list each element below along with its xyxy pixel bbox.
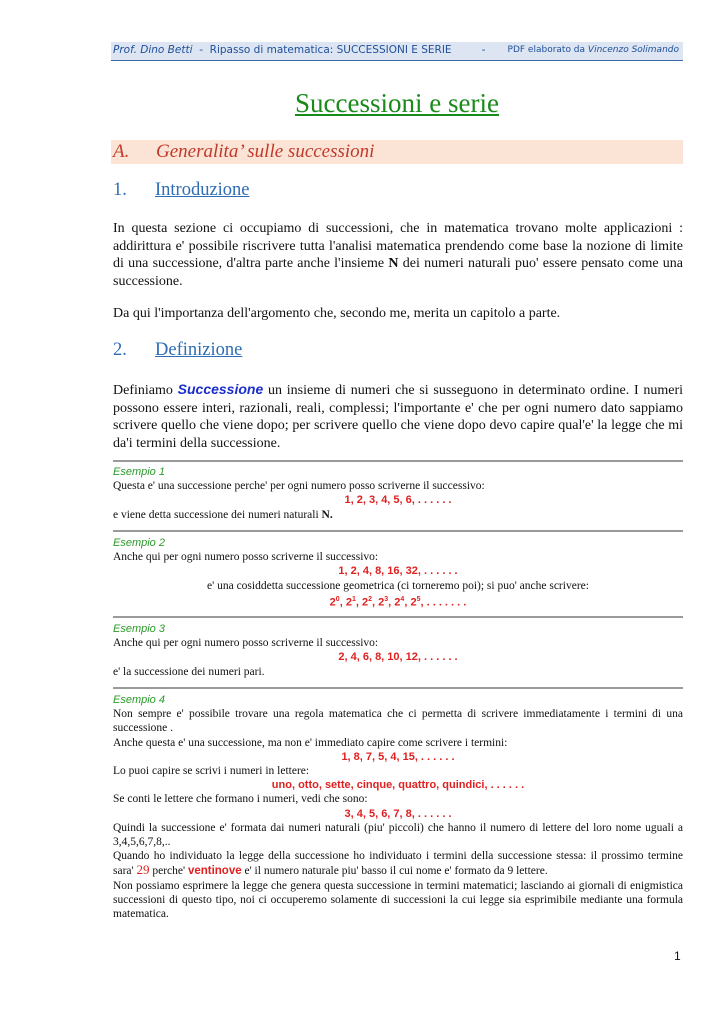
example-text: e' una cosiddetta successione geometrica (ci torneremo poi); si puo' anche scrivere: — [207, 579, 589, 592]
example-text: Non sempre e' possibile trovare una regola matematica che ci permetta di scrivere immediatamente i termini di una successione . — [113, 708, 683, 735]
power-base: 2 — [345, 596, 352, 609]
header-pdf-prefix: PDF elaborato da — [507, 45, 586, 55]
header-left — [113, 44, 485, 56]
example-text: e' la successione dei numeri pari. — [113, 665, 265, 678]
power-base: 2 — [329, 596, 336, 609]
divider — [113, 530, 683, 532]
header-course: Ripasso di matematica: SUCCESSIONI E SERIE — [209, 44, 452, 56]
power-exponent: 0 — [335, 595, 340, 603]
heading-introduzione — [113, 180, 250, 201]
header-separator: - — [199, 44, 203, 56]
intro-text-b: dei numeri naturali puo' essere pensato come una successione. — [113, 256, 684, 289]
power-tail: , . . . . . . . — [420, 596, 467, 609]
section-a-title: Generalita’ sulle successioni — [156, 141, 375, 162]
example-2 — [113, 536, 683, 610]
sequence-letter-counts: 3, 4, 5, 6, 7, 8, . . . . . . — [344, 807, 452, 820]
header-separator-2: - — [481, 44, 486, 56]
sequence: 2, 4, 6, 8, 10, 12, . . . . . . — [338, 651, 458, 664]
heading-definizione — [113, 340, 243, 361]
intro-paragraph-2: Da qui l'importanza dell'argomento che, secondo me, merita un capitolo a parte. — [113, 306, 561, 321]
power-exponent: 4 — [400, 595, 405, 603]
divider — [113, 687, 683, 689]
next-term-word: ventinove — [187, 865, 242, 878]
power-base: 2 — [410, 596, 417, 609]
example-text: Anche questa e' una successione, ma non e' immediato capire come scrivere i termini: — [113, 736, 508, 749]
heading-title: Introduzione — [155, 180, 250, 200]
example-text — [113, 849, 683, 878]
header-pdf-author: Vincenzo Solimando — [587, 45, 679, 55]
example-text: Questa e' una successione perche' per ogni numero posso scriverne il successivo: — [113, 480, 485, 493]
example-3 — [113, 622, 683, 679]
example-text-span: e viene detta successione dei numeri naturali — [113, 508, 319, 521]
page-title: Successioni e serie — [295, 88, 499, 118]
page-number: 1 — [674, 949, 681, 963]
power-sequence: $2^0$, $2^1$, $2^2$, $2^3$, $2^4$, $2^5$, . . . . . . . — [329, 595, 467, 609]
example-label: Esempio 2 — [113, 537, 165, 549]
example-label: Esempio 1 — [113, 466, 165, 478]
example-text: Non possiamo esprimere la legge che genera questa successione in termini matematici; lasciando ai giornali di enigmistica successioni di questo tipo, noi ci occuperemo solamente di successioni la cui legge sia esprimibile mediante una formula matematica. — [113, 879, 683, 921]
divider — [113, 460, 683, 462]
set-n: N. — [321, 508, 333, 521]
header-author: Prof. Dino Betti — [113, 44, 193, 56]
power-exponent: 5 — [416, 595, 421, 603]
example-text-span: e' il numero naturale piu' basso il cui nome e' formato da 9 lettere. — [244, 865, 548, 878]
example-label: Esempio 4 — [113, 694, 165, 706]
heading-title: Definizione — [155, 340, 243, 360]
sequence: 1, 2, 4, 8, 16, 32, . . . . . . — [338, 565, 458, 578]
power-exponent: 1 — [351, 595, 356, 603]
heading-number: 2. — [113, 340, 127, 360]
example-text: Anche qui per ogni numero posso scriverne il successivo: — [113, 551, 379, 564]
example-text-span: perche' — [152, 865, 186, 878]
section-a-heading — [111, 140, 683, 164]
sequence: 1, 8, 7, 5, 4, 15, . . . . . . — [341, 750, 455, 763]
definition-term: Successione — [177, 381, 264, 397]
intro-set-n: N — [388, 256, 399, 271]
next-term: 29 — [136, 862, 150, 878]
definition-text-b: un insieme di numeri che si susseguono in determinato ordine. I numeri possono essere interi, razionali, reali, complessi; l'importante e' che per ogni numero dato sappiamo scrivere quello che viene dopo; per scrivere quello che viene dopo devo capire qual'e' la legge che mi da'i termini della successione. — [113, 383, 684, 451]
intro-text-a: In questa sezione ci occupiamo di successioni, che in matematica trovano molte applicazioni : addirittura e' possibile riscrivere tutta l'analisi matematica prendendo come base la nozione di limite di una successione, d'altra parte anche l'insieme — [113, 221, 683, 271]
intro-paragraph — [113, 220, 683, 290]
definition-text-a: Definiamo — [113, 383, 173, 398]
sequence: 1, 2, 3, 4, 5, 6, . . . . . . — [344, 494, 452, 507]
header-right — [508, 45, 679, 55]
example-text — [113, 508, 683, 522]
power-exponent: 3 — [384, 595, 389, 603]
example-text: Se conti le lettere che formano i numeri, vedi che sono: — [113, 793, 368, 806]
power-base: 2 — [378, 596, 385, 609]
definition-paragraph — [113, 381, 683, 452]
divider — [113, 616, 683, 618]
power-base: 2 — [361, 596, 369, 609]
example-1 — [113, 465, 683, 522]
power-exponent: 2 — [368, 595, 373, 603]
sequence-words: uno, otto, sette, cinque, quattro, quindici, . . . . . . — [271, 779, 525, 792]
example-text: Quindi la successione e' formata dai numeri naturali (piu' piccoli) che hanno il numero di lettere del loro nome uguali a 3,4,5,6,7,8,.. — [113, 821, 683, 849]
power-base: 2 — [394, 596, 401, 609]
example-text-span: Quando ho individuato la legge della successione ho individuato i termini della successione stessa: il prossimo termine sara' — [113, 850, 683, 878]
example-text: Anche qui per ogni numero posso scriverne il successivo: — [113, 637, 379, 650]
section-a-number: A. — [113, 141, 130, 162]
example-4 — [113, 693, 683, 921]
page-header — [111, 42, 683, 61]
example-text: Lo puoi capire se scrivi i numeri in lettere: — [113, 765, 310, 778]
example-label: Esempio 3 — [113, 623, 165, 635]
heading-number: 1. — [113, 180, 127, 200]
